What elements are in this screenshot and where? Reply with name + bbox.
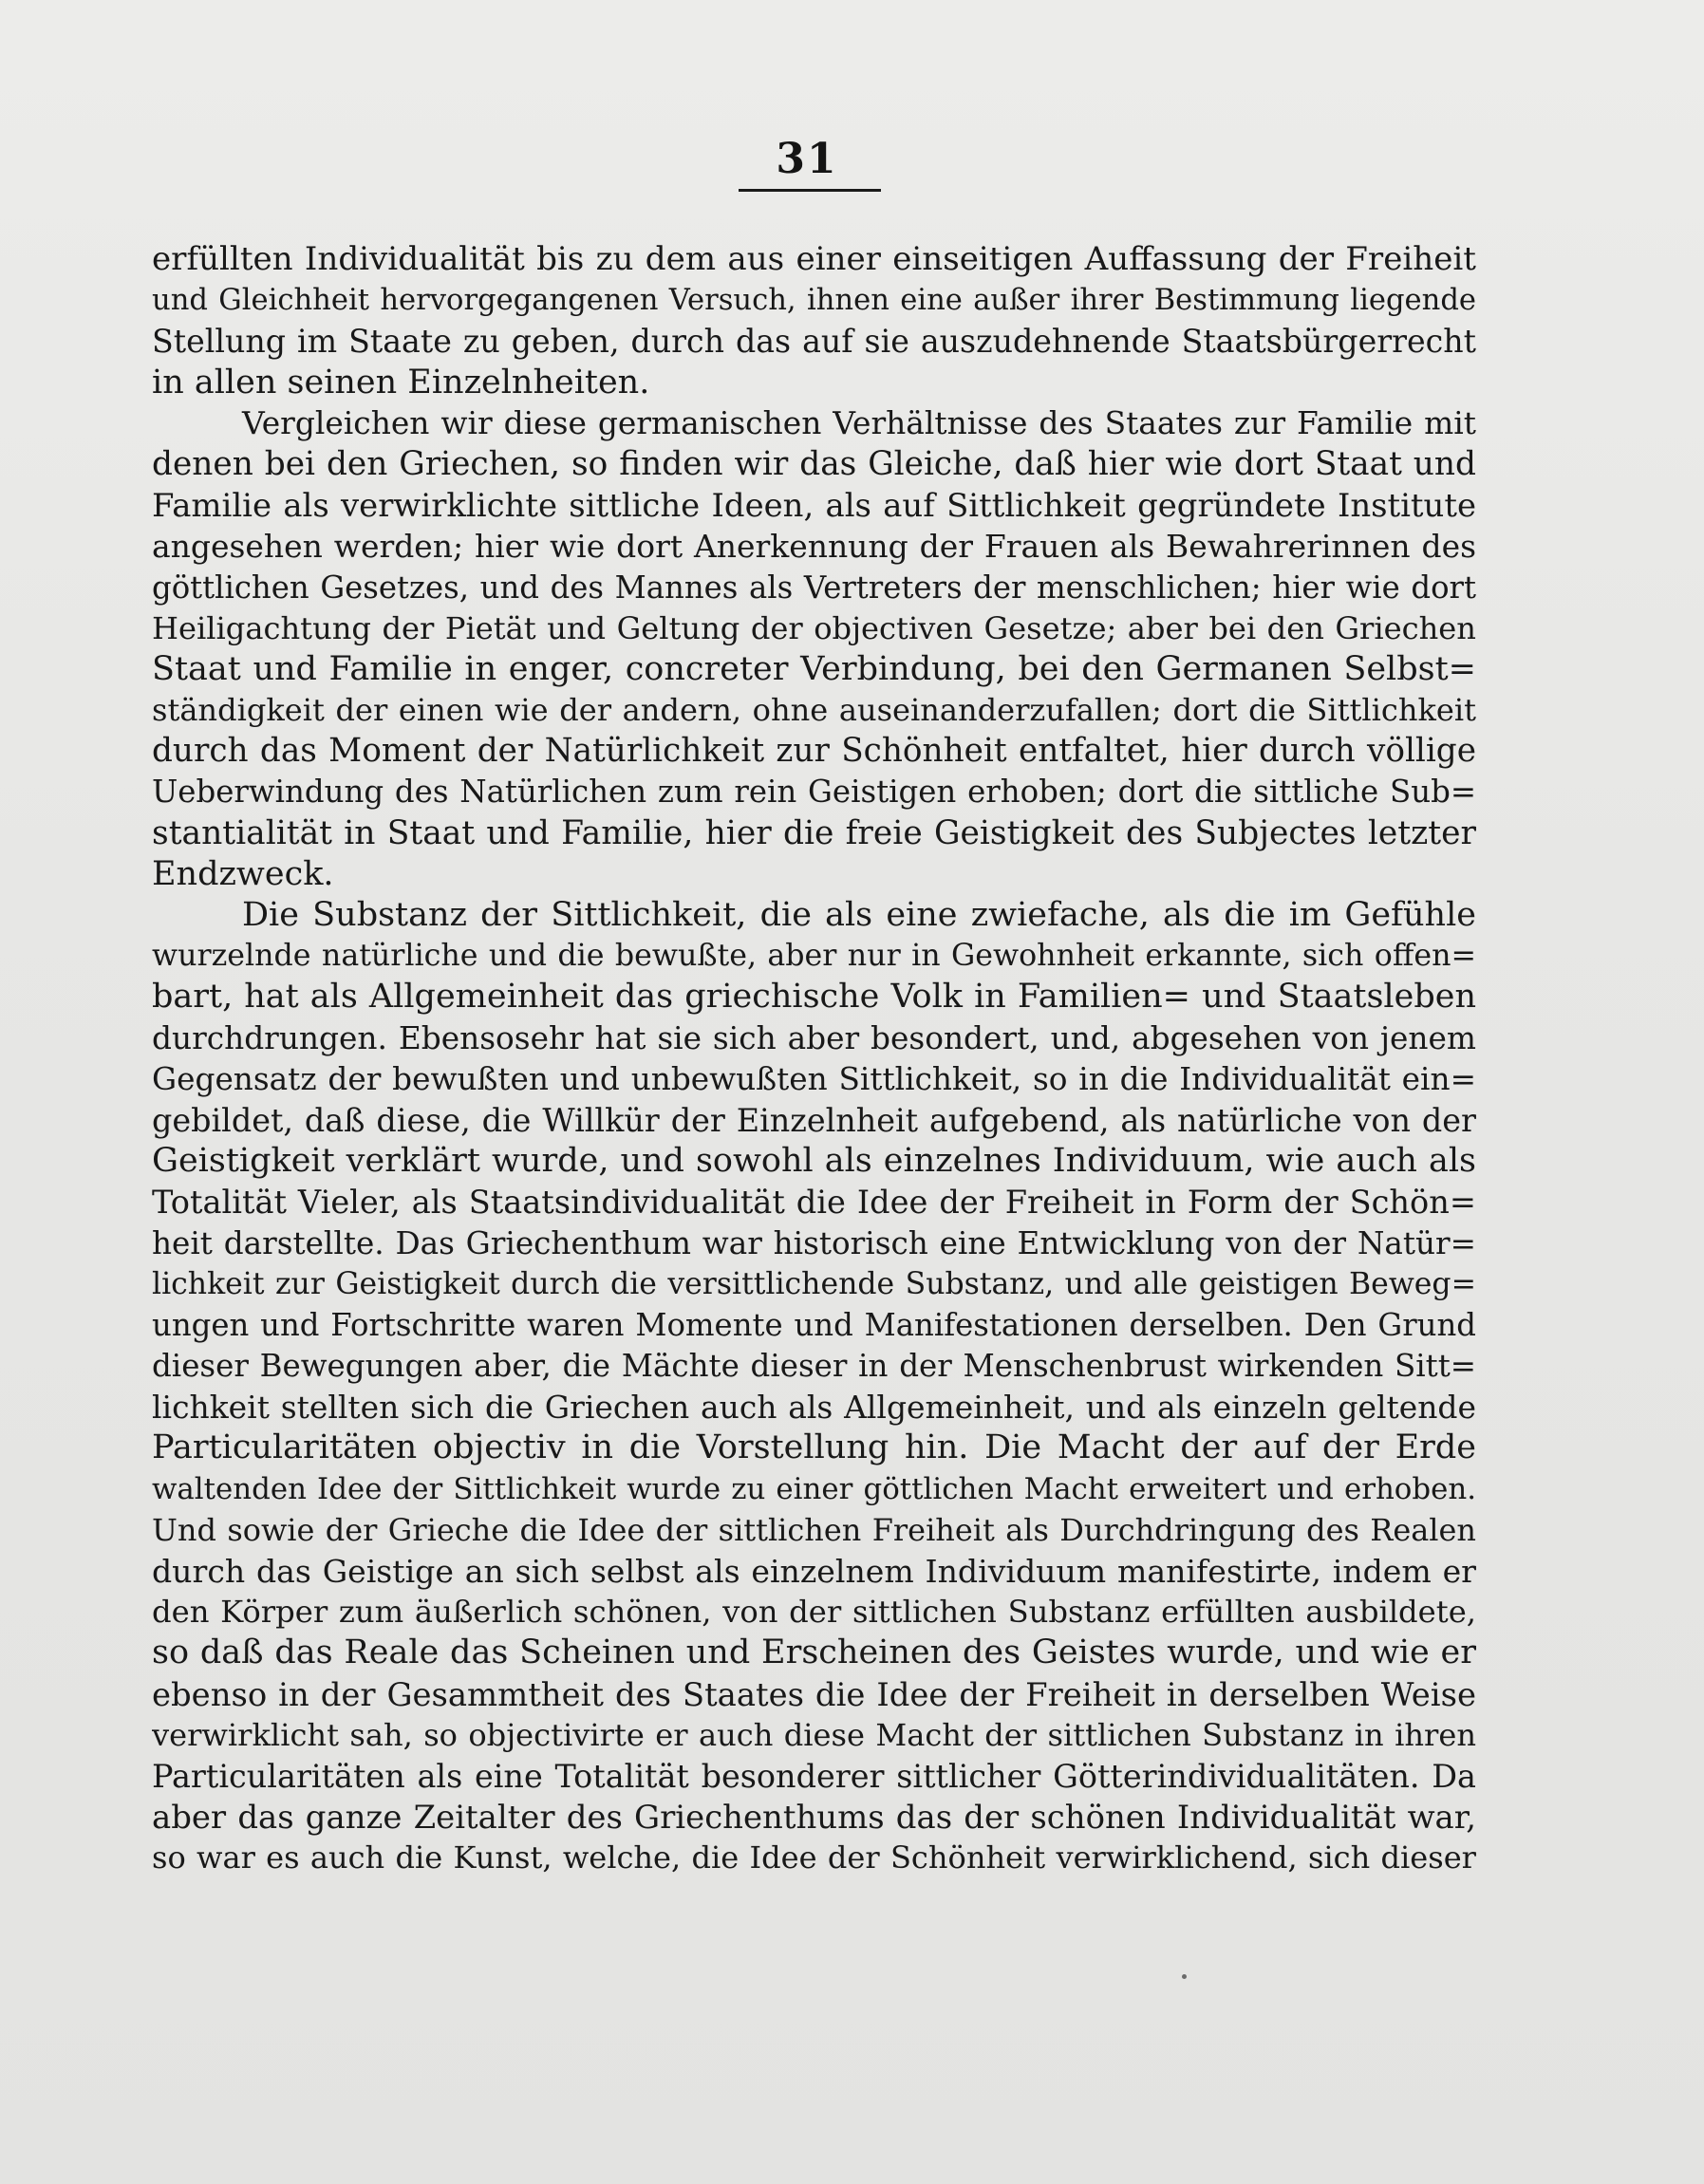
paragraph-start-line: Vergleichen wir diese germanischen Verhältnisse des Staates zur Familie mit [242, 404, 1476, 441]
text-line: und Gleichheit hervorgegangenen Versuch, ihnen eine außer ihrer Bestimmung liegende [152, 284, 1476, 318]
text-line: bart, hat als Allgemeinheit das griechische Volk in Familien= und Staatsleben [152, 978, 1476, 1017]
text-line: so war es auch die Kunst, welche, die Idee der Schönheit verwirklichend, sich dieser [152, 1839, 1476, 1876]
paragraph-start-line: Die Substanz der Sittlichkeit, die als eine zwiefache, als die im Gefühle [242, 896, 1476, 934]
text-line: durch das Moment der Natürlichkeit zur Schönheit entfaltet, hier durch völlige [152, 732, 1476, 771]
text-line: Staat und Familie in enger, concreter Verbindung, bei den Germanen Selbst= [152, 649, 1476, 688]
text-line: Particularitäten als eine Totalität besonderer sittlicher Götterindividualitäten. Da [152, 1757, 1476, 1795]
text-line: durch das Geistige an sich selbst als einzelnem Individuum manifestirte, indem er [152, 1553, 1476, 1590]
text-line: ungen und Fortschritte waren Momente und Manifestationen derselben. Den Grund [152, 1306, 1476, 1343]
text-line: Stellung im Staate zu geben, durch das auf sie auszudehnende Staatsbürgerrecht [152, 323, 1476, 361]
text-line: Und sowie der Grieche die Idee der sittlichen Freiheit als Durchdringung des Realen [152, 1511, 1476, 1548]
text-line: denen bei den Griechen, so finden wir das Gleiche, daß hier wie dort Staat und [152, 444, 1476, 483]
text-line: den Körper zum äußerlich schönen, von der sittlichen Substanz erfüllten ausbildete, [152, 1594, 1476, 1631]
text-line: lichkeit zur Geistigkeit durch die versittlichende Substanz, und alle geistigen Beweg= [152, 1266, 1476, 1301]
text-line: ebenso in der Gesammtheit des Staates die Idee der Freiheit in derselben Weise [152, 1675, 1476, 1713]
paper-speck [1182, 1974, 1187, 1979]
text-line: Heiligachtung der Pietät und Geltung der objectiven Gesetze; aber bei den Griechen [152, 609, 1476, 646]
text-line: Ueberwindung des Natürlichen zum rein Geistigen erhoben; dort die sittliche Sub= [152, 774, 1476, 811]
text-line: Familie als verwirklichte sittliche Ideen, als auf Sittlichkeit gegründete Institute [152, 487, 1476, 525]
text-line: göttlichen Gesetzes, und des Mannes als Vertreters der menschlichen; hier wie dort [152, 569, 1476, 606]
text-line: lichkeit stellten sich die Griechen auch als Allgemeinheit, und als einzeln geltende [152, 1389, 1476, 1427]
text-line: wurzelnde natürliche und die bewußte, aber nur in Gewohnheit erkannte, sich offen= [152, 939, 1476, 974]
text-line: ständigkeit der einen wie der andern, ohne auseinanderzufallen; dort die Sittlichkeit [152, 692, 1476, 729]
text-line: so daß das Reale das Scheinen und Erscheinen des Geistes wurde, und wie er [152, 1633, 1476, 1672]
text-line: Endzweck. [152, 854, 334, 893]
page-number: 31 [776, 135, 838, 183]
text-line: aber das ganze Zeitalter des Griechenthums das der schönen Individualität war, [152, 1799, 1476, 1837]
text-line: verwirklicht sah, so objectivirte er auch diese Macht der sittlichen Substanz in ihren [152, 1716, 1476, 1753]
text-line: Gegensatz der bewußten und unbewußten Sittlichkeit, so in die Individualität ein= [152, 1060, 1476, 1097]
text-line: angesehen werden; hier wie dort Anerkennung der Frauen als Bewahrerinnen des [152, 528, 1476, 566]
text-line: durchdrungen. Ebensosehr hat sie sich aber besondert, und, abgesehen von jenem [152, 1019, 1476, 1056]
text-line: gebildet, daß diese, die Willkür der Einzelnheit aufgebend, als natürliche von der [152, 1101, 1476, 1139]
text-line: in allen seinen Einzelnheiten. [152, 363, 650, 401]
text-line: stantialität in Staat und Familie, hier die freie Geistigkeit des Subjectes letzter [152, 813, 1476, 852]
body-text [152, 239, 1476, 1879]
text-line: waltenden Idee der Sittlichkeit wurde zu einer göttlichen Macht erweitert und erhoben. [152, 1471, 1476, 1506]
text-line: erfüllten Individualität bis zu dem aus einer einseitigen Auffassung der Freiheit [152, 240, 1476, 278]
text-line: dieser Bewegungen aber, die Mächte dieser in der Menschenbrust wirkenden Sitt= [152, 1348, 1476, 1385]
text-line: Totalität Vieler, als Staatsindividualität die Idee der Freiheit in Form der Schön= [152, 1184, 1476, 1222]
text-line: Geistigkeit verklärt wurde, und sowohl als einzelnes Individuum, wie auch als [152, 1142, 1476, 1181]
text-line: heit darstellte. Das Griechenthum war historisch eine Entwicklung von der Natür= [152, 1224, 1476, 1261]
text-line: Particularitäten objectiv in die Vorstellung hin. Die Macht der auf der Erde [152, 1428, 1476, 1467]
page-number-rule [739, 189, 881, 192]
